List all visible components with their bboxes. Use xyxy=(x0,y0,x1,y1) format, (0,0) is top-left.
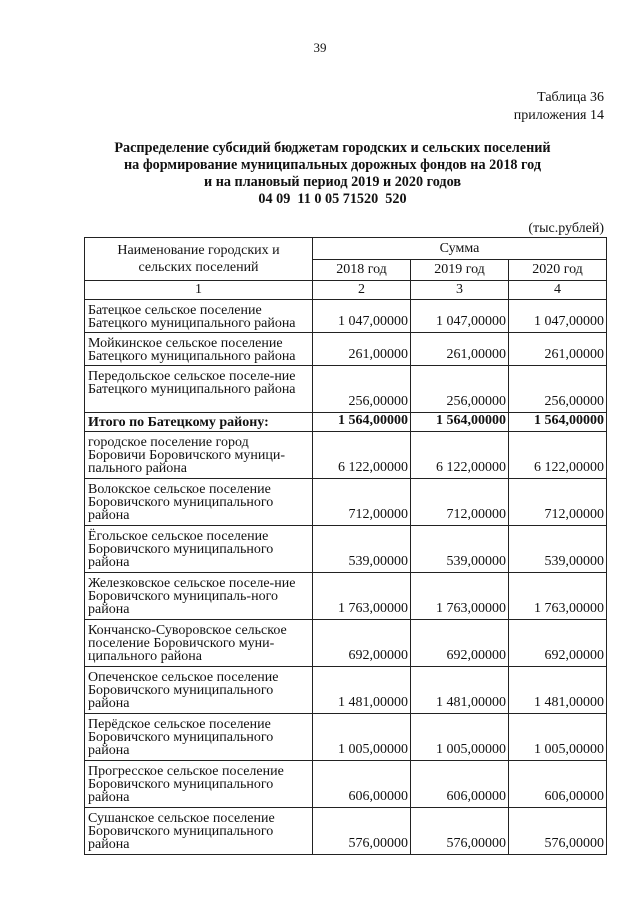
value-2018: 606,00000 xyxy=(313,761,411,808)
value-2018: 256,00000 xyxy=(313,366,411,413)
table-row xyxy=(85,432,607,479)
value-2019: 576,00000 xyxy=(411,808,509,855)
value-2019: 261,00000 xyxy=(411,333,509,366)
table-row xyxy=(85,714,607,761)
value-2020: 576,00000 xyxy=(509,808,607,855)
header-year-2020: 2020 год xyxy=(509,259,607,281)
value-2020: 261,00000 xyxy=(509,333,607,366)
settlement-name: Железковское сельское поселе-ние Боровичского муниципаль-ного района xyxy=(85,573,313,620)
value-2020: 1 005,00000 xyxy=(509,714,607,761)
header-year-2019: 2019 год xyxy=(411,259,509,281)
value-2019: 539,00000 xyxy=(411,526,509,573)
value-2020: 712,00000 xyxy=(509,479,607,526)
header-year-2018: 2018 год xyxy=(313,259,411,281)
value-2019: 712,00000 xyxy=(411,479,509,526)
settlement-name: Прогресское сельское поселение Боровичского муниципального района xyxy=(85,761,313,808)
value-2020: 1 481,00000 xyxy=(509,667,607,714)
value-2018: 1 481,00000 xyxy=(313,667,411,714)
header-name: Наименование городских и сельских поселений xyxy=(85,238,313,281)
value-2020: 539,00000 xyxy=(509,526,607,573)
table-row xyxy=(85,479,607,526)
title-line-2: на формирование муниципальных дорожных фондов на 2018 год xyxy=(124,157,541,173)
value-2019: 1 481,00000 xyxy=(411,667,509,714)
table-number: Таблица 36 xyxy=(537,90,604,105)
settlement-name: Ёгольское сельское поселение Боровичского муниципального района xyxy=(85,526,313,573)
value-2019: 1 763,00000 xyxy=(411,573,509,620)
document-title xyxy=(60,140,605,208)
value-2020: 1 763,00000 xyxy=(509,573,607,620)
value-2018: 692,00000 xyxy=(313,620,411,667)
table-row xyxy=(85,667,607,714)
value-2018: 261,00000 xyxy=(313,333,411,366)
settlement-name: Опеченское сельское поселение Боровичского муниципального района xyxy=(85,667,313,714)
table-row xyxy=(85,573,607,620)
table-row xyxy=(85,366,607,413)
value-2018: 6 122,00000 xyxy=(313,432,411,479)
index-cell: 3 xyxy=(411,281,509,300)
header-row xyxy=(85,238,607,260)
index-cell: 2 xyxy=(313,281,411,300)
value-2018: 539,00000 xyxy=(313,526,411,573)
value-2019: 1 005,00000 xyxy=(411,714,509,761)
value-2020: 606,00000 xyxy=(509,761,607,808)
index-cell: 1 xyxy=(85,281,313,300)
settlement-name: Сушанское сельское поселение Боровичского муниципального района xyxy=(85,808,313,855)
value-2020: 6 122,00000 xyxy=(509,432,607,479)
value-2020: 692,00000 xyxy=(509,620,607,667)
table-row xyxy=(85,333,607,366)
table-row xyxy=(85,620,607,667)
value-2019: 692,00000 xyxy=(411,620,509,667)
settlement-name: Волокское сельское поселение Боровичского муниципального района xyxy=(85,479,313,526)
subsidy-table xyxy=(84,237,607,855)
table-row xyxy=(85,526,607,573)
value-2019: 256,00000 xyxy=(411,366,509,413)
title-line-3: и на плановый период 2019 и 2020 годов xyxy=(203,174,461,190)
table-row xyxy=(85,300,607,333)
value-2018: 1 005,00000 xyxy=(313,714,411,761)
value-2020: 1 047,00000 xyxy=(509,300,607,333)
value-2019: 6 122,00000 xyxy=(411,432,509,479)
settlement-name: Перёдское сельское поселение Боровичского муниципального района xyxy=(85,714,313,761)
total-label: Итого по Батецкому району: xyxy=(85,413,313,432)
table-row xyxy=(85,808,607,855)
value-2018: 576,00000 xyxy=(313,808,411,855)
total-row xyxy=(85,413,607,432)
table-reference xyxy=(514,89,604,125)
value-2019: 1 047,00000 xyxy=(411,300,509,333)
title-line-1: Распределение субсидий бюджетам городских и сельских поселений xyxy=(114,140,551,156)
total-2018: 1 564,00000 xyxy=(313,413,411,432)
settlement-name: Передольское сельское поселе-ние Батецкого муниципального района xyxy=(85,366,313,413)
index-cell: 4 xyxy=(509,281,607,300)
table-row xyxy=(85,761,607,808)
settlement-name: городское поселение город Боровичи Боровичского муници-пального района xyxy=(85,432,313,479)
value-2020: 256,00000 xyxy=(509,366,607,413)
value-2018: 712,00000 xyxy=(313,479,411,526)
total-2019: 1 564,00000 xyxy=(411,413,509,432)
total-2020: 1 564,00000 xyxy=(509,413,607,432)
page-number: 39 xyxy=(313,40,327,55)
value-2018: 1 763,00000 xyxy=(313,573,411,620)
index-row xyxy=(85,281,607,300)
settlement-name: Батецкое сельское поселение Батецкого муниципального района xyxy=(85,300,313,333)
appendix-number: приложения 14 xyxy=(513,108,604,123)
units-label: (тыс.рублей) xyxy=(528,221,604,236)
value-2018: 1 047,00000 xyxy=(313,300,411,333)
header-sum: Сумма xyxy=(313,238,607,260)
value-2019: 606,00000 xyxy=(411,761,509,808)
settlement-name: Мойкинское сельское поселение Батецкого муниципального района xyxy=(85,333,313,366)
budget-code: 04 09 11 0 05 71520 520 xyxy=(258,191,407,207)
settlement-name: Кончанско-Суворовское сельское поселение Боровичского муни-ципального района xyxy=(85,620,313,667)
